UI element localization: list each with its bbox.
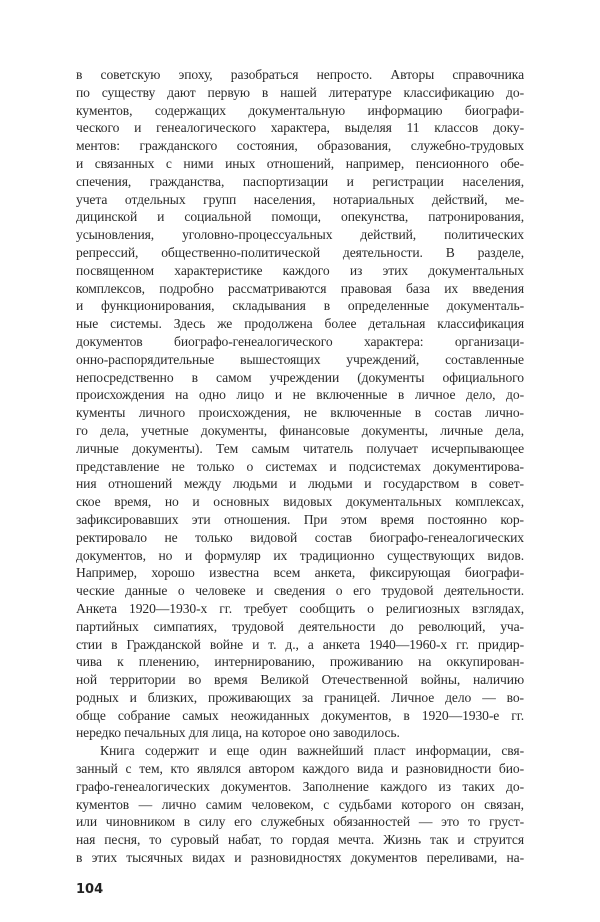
- text-line: графо-генеалогических документов. Заполнение каждого из таких до-: [76, 778, 524, 794]
- text-line: партийных симпатиях, трудовой деятельности до революций, уча-: [76, 618, 524, 634]
- text-line: ные системы. Здесь же продолжена более детальная классификация: [76, 316, 524, 332]
- text-line: посвященном характеристике каждого из этих документальных: [76, 262, 524, 278]
- text-line: ной территории во время Великой Отечественной войны, наличию: [76, 672, 524, 688]
- text-line: в советскую эпоху, разобраться непросто. Авторы справочника: [76, 67, 524, 82]
- text-line: происхождения на одно лицо и не включенные в личное дело, до-: [76, 387, 524, 403]
- text-line: нередко печальных для лица, на которое оно заводилось.: [76, 725, 400, 741]
- text-line: комплексов, подробно рассматриваются правовая база их введения: [76, 280, 524, 296]
- text-line: кументов — лично самим человеком, с судьбами которого он связан,: [76, 796, 524, 812]
- text-line: кументы личного происхождения, не включенные в состав лично-: [76, 405, 524, 421]
- text-line: ная песня, то суровый набат, то гордая мечта. Жизнь так и струится: [76, 832, 524, 848]
- text-line: или чиновником в силу его служебных обязанностей — это то груст-: [76, 814, 524, 830]
- text-line: го дела, учетные документы, финансовые документы, личные дела,: [76, 422, 524, 438]
- body-text: [76, 66, 524, 867]
- text-line: представление не только о системах и подсистемах документирова-: [76, 458, 524, 474]
- text-line: обще собрание самых неожиданных документов, в 1920—1930-е гг.: [76, 707, 524, 723]
- text-line: репрессий, общественно-политической деятельности. В разделе,: [76, 244, 524, 260]
- text-line: в этих тысячных видах и разновидностях документов переливами, на-: [76, 850, 524, 866]
- text-line: по существу дают первую в нашей литературе классификацию до-: [76, 84, 524, 100]
- text-line: спечения, гражданства, паспортизации и регистрации населения,: [76, 173, 524, 189]
- text-line: родных и близких, проживающих за границей. Личное дело — во-: [76, 689, 524, 705]
- text-line: онно-распорядительные вышестоящих учреждений, составленные: [76, 351, 524, 367]
- text-line: ментов: гражданского состояния, образования, служебно-трудовых: [76, 138, 524, 154]
- text-line: занный с тем, кто являлся автором каждого вида и разновидности био-: [76, 761, 524, 777]
- text-line: Книга содержит и еще один важнейший пласт информации, свя-: [100, 743, 524, 759]
- page-number: 104: [76, 882, 104, 897]
- text-line: Анкета 1920—1930-х гг. требует сообщить о религиозных взглядах,: [76, 600, 524, 616]
- text-line: ческого и генеалогического характера, выделяя 11 классов доку-: [76, 120, 524, 136]
- text-line: документов, но и формуляр их традиционно существующих видов.: [76, 547, 524, 563]
- text-line: личные документы). Тем самым читатель получает исчерпывающее: [76, 440, 524, 456]
- text-line: ния отношений между людьми и людьми и государством в совет-: [76, 476, 524, 492]
- text-line: ческие данные о человеке и сведения о его трудовой деятельности.: [76, 583, 524, 599]
- text-line: кументов, содержащих документальную информацию биографи-: [76, 102, 524, 118]
- text-line: непосредственно в самом учреждении (документы официального: [76, 369, 524, 385]
- text-line: и функционирования, складывания в определенные документаль-: [76, 298, 524, 314]
- text-line: стии в Гражданской войне и т. д., а анкета 1940—1960-х гг. придир-: [76, 636, 524, 652]
- text-line: Например, хорошо известна всем анкета, фиксирующая биографи-: [76, 565, 524, 581]
- text-line: дицинской и социальной помощи, опекунства, патронирования,: [76, 209, 524, 225]
- text-line: и связанных с ними иных отношений, например, пенсионного обе-: [76, 155, 524, 171]
- text-line: усыновления, уголовно-процессуальных действий, политических: [76, 227, 524, 243]
- text-line: учета отдельных групп населения, нотариальных действий, ме-: [76, 191, 524, 207]
- text-line: ректировало не только видовой состав биографо-генеалогических: [76, 529, 524, 545]
- text-line: документов биографо-генеалогического характера: организаци-: [76, 333, 524, 349]
- text-line: чива к пленению, интернированию, проживанию на оккупирован-: [76, 654, 524, 670]
- text-line: ское время, но и основных видовых документальных комплексах,: [76, 494, 524, 510]
- text-line: зафиксировавших эти отношения. При этом время постоянно кор-: [76, 511, 524, 527]
